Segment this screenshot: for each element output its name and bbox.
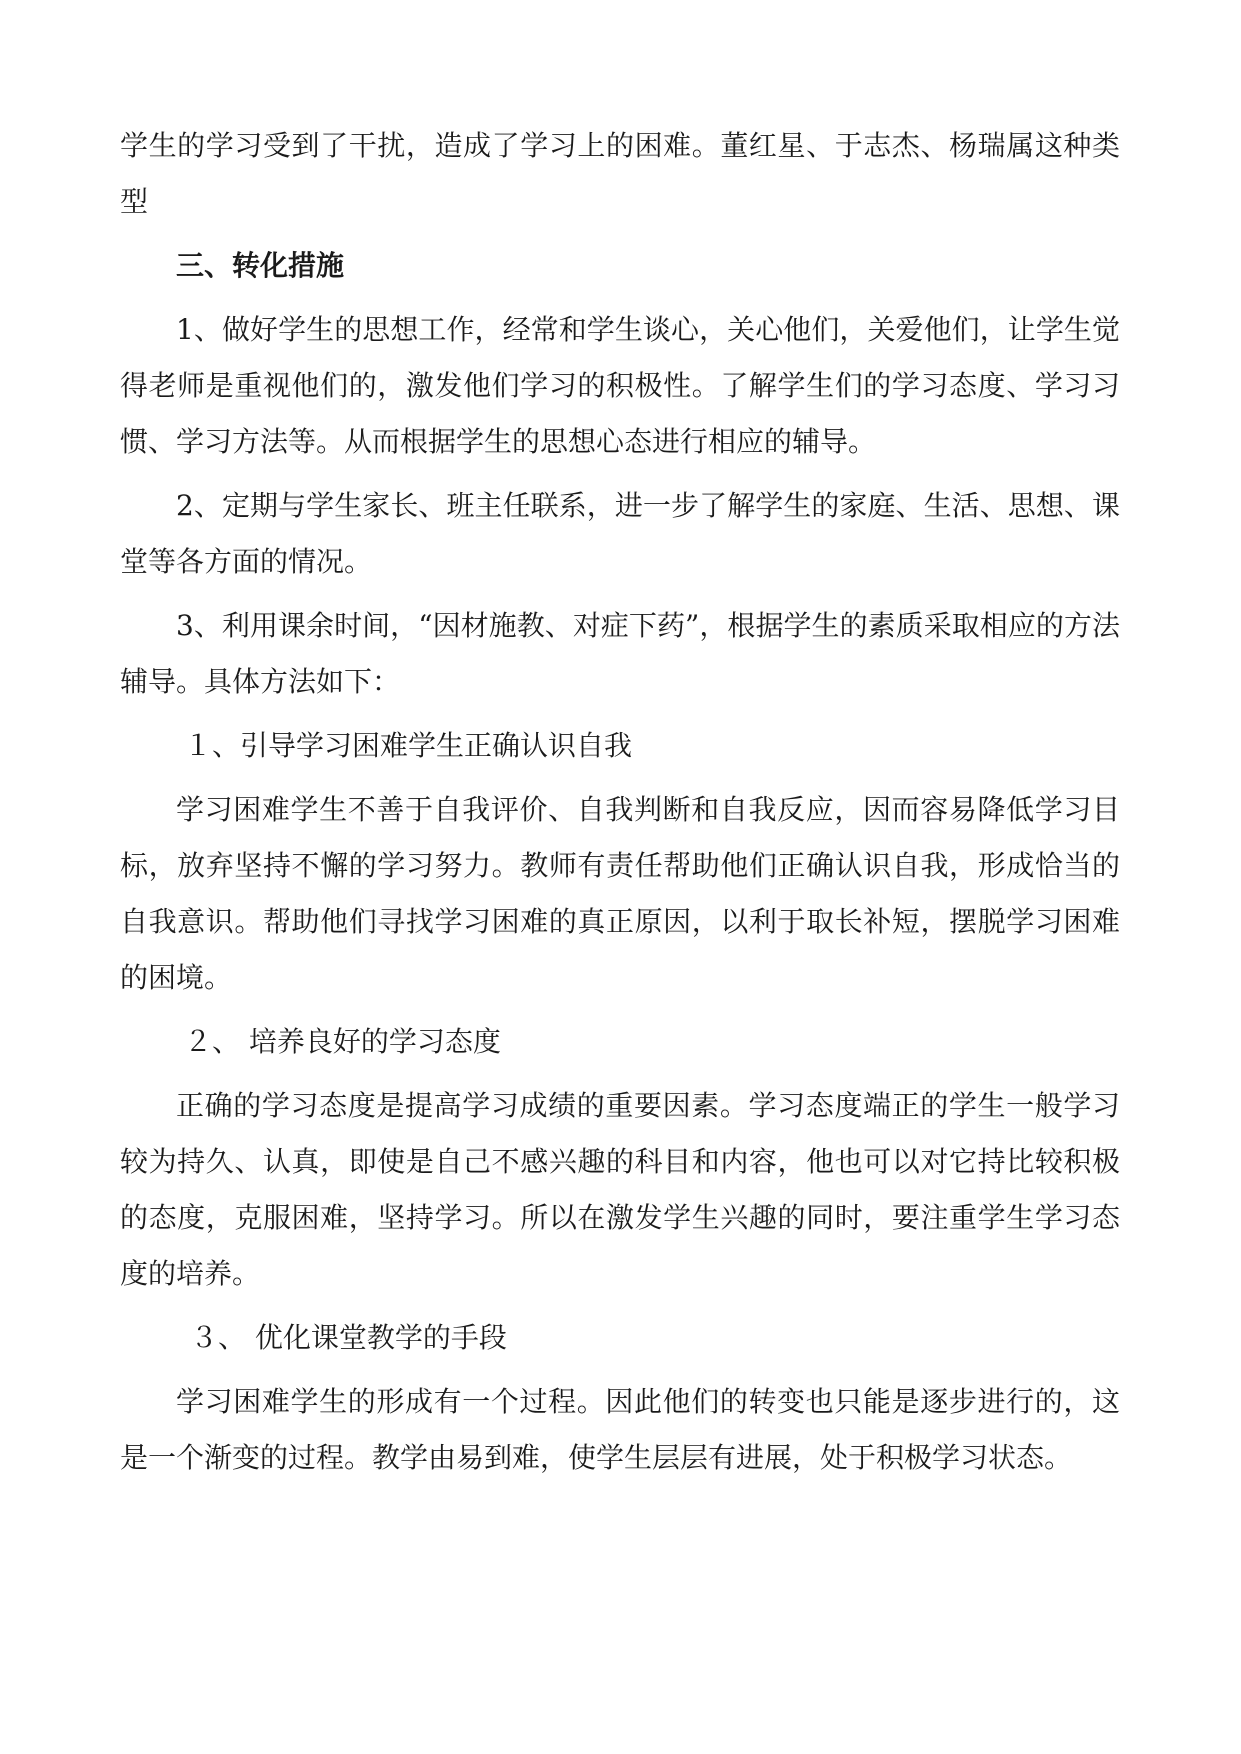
paragraph-measure-1: 1、做好学生的思想工作，经常和学生谈心，关心他们，关爱他们，让学生觉得老师是重视他们的，激发他们学习的积极性。了解学生们的学习态度、学习习惯、学习方法等。从而根据学生的思想心态进行相应的辅导。 — [120, 313, 1120, 458]
subheading-1: １、引导学习困难学生正确认识自我 — [184, 729, 633, 762]
document-body — [120, 118, 1120, 1494]
section-heading-3: 三、转化措施 — [176, 249, 345, 282]
paragraph-continuation: 学生的学习受到了干扰，造成了学习上的困难。董红星、于志杰、杨瑞属这种类型 — [120, 129, 1120, 218]
paragraph-attitude: 正确的学习态度是提高学习成绩的重要因素。学习态度端正的学生一般学习较为持久、认真，即使是自己不感兴趣的科目和内容，他也可以对它持比较积极的态度，克服困难，坚持学习。所以在激发学生兴趣的同时，要注重学生学习态度的培养。 — [120, 1089, 1120, 1290]
paragraph-teaching: 学习困难学生的形成有一个过程。因此他们的转变也只能是逐步进行的，这是一个渐变的过程。教学由易到难，使学生层层有进展，处于积极学习状态。 — [120, 1385, 1120, 1474]
paragraph-self-awareness: 学习困难学生不善于自我评价、自我判断和自我反应，因而容易降低学习目标，放弃坚持不懈的学习努力。教师有责任帮助他们正确认识自我，形成恰当的自我意识。帮助他们寻找学习困难的真正原因，以利于取长补短，摆脱学习困难的困境。 — [120, 793, 1120, 994]
subheading-2: ２、 培养良好的学习态度 — [184, 1025, 501, 1058]
paragraph-measure-3: 3、利用课余时间，“因材施教、对症下药”，根据学生的素质采取相应的方法辅导。具体方法如下： — [120, 609, 1120, 698]
paragraph-measure-2: 2、定期与学生家长、班主任联系，进一步了解学生的家庭、生活、思想、课堂等各方面的情况。 — [120, 489, 1120, 578]
subheading-3: ３、 优化课堂教学的手段 — [190, 1321, 507, 1354]
